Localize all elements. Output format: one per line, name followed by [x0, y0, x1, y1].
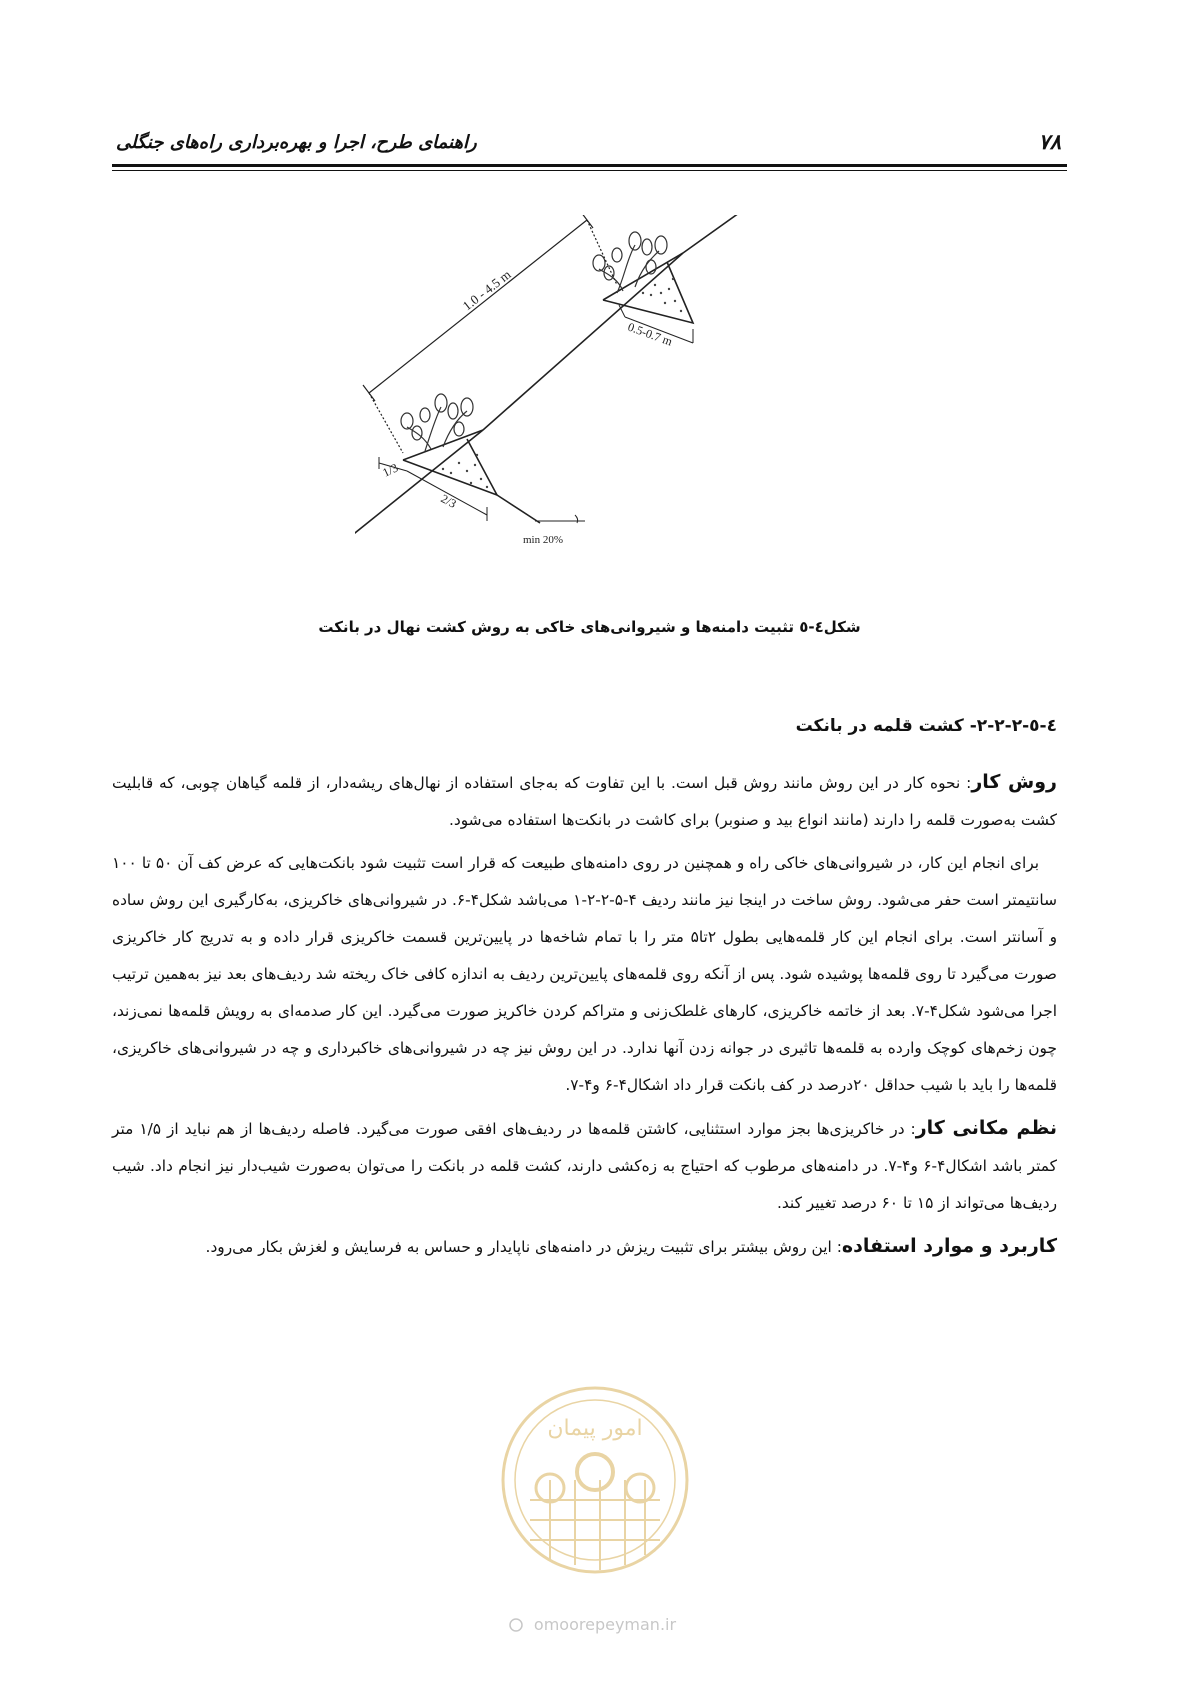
plant-lower — [401, 394, 473, 451]
slope-line-bottom — [497, 495, 540, 523]
label-two-thirds: 2/3 — [438, 491, 459, 511]
term-method: روش کار — [971, 771, 1057, 793]
slope-line-lower — [355, 430, 483, 545]
watermark-logo — [490, 1380, 700, 1645]
label-one-third: 1/3 — [380, 460, 401, 480]
fill-wedge-lower — [403, 439, 497, 495]
section-heading: ٤-٥-٢-٢-٢- کشت قلمه در بانکت — [795, 716, 1057, 736]
watermark-logo-text: امور پیمان — [547, 1416, 643, 1441]
slope-line-upper — [683, 215, 753, 253]
page-number: ۷۸ — [1038, 130, 1061, 154]
page-header — [112, 128, 1067, 160]
term-spatial-order: نظم مکانی کار — [915, 1117, 1057, 1139]
bench-planting-diagram — [355, 215, 835, 595]
watermark-url: omoorepeyman.ir — [533, 1615, 677, 1634]
term-application: کاربرد و موارد استفاده — [841, 1235, 1057, 1257]
body-text — [112, 764, 1057, 1272]
paragraph-spatial-order: نظم مکانی کار: در خاکریزی‌ها بجز موارد استثنایی، کاشتن قلمه‌ها در ردیف‌های افقی صورت می‌گیرد. فاصله ردیف‌ها از هم نباید از ۱/۵ متر کمتر باشد اشکال۴-۶ و۴-۷. در دامنه‌های مرطوب که احتیاج به زه‌کشی دارند، کشت قلمه در بانکت را می‌توان به‌صورت شیب‌دار نیز انجام داد. شیب ردیف‌ها می‌تواند از ۱۵ تا ۶۰ درصد تغییر کند. — [112, 1117, 1058, 1212]
header-rule-thin — [112, 170, 1067, 171]
header-rule-thick — [112, 164, 1067, 167]
label-bench-width: 0.5-0.7 m — [625, 319, 675, 349]
label-slope-distance: 1.0 - 4.5 m — [459, 266, 514, 314]
paragraph-method: روش کار: نحوه کار در این روش مانند روش قبل است. با این تفاوت که به‌جای استفاده از نهال‌های ریشه‌دار، از قلمه گیاهان چوبی، که قابلیت کشت به‌صورت قلمه را دارند (مانند انواع بید و صنوبر) برای کاشت در بانکت‌ها استفاده می‌شود. — [112, 771, 1057, 829]
label-min-slope: min 20% — [523, 534, 564, 546]
paragraph-application: کاربرد و موارد استفاده: این روش بیشتر برای تثبیت ریزش در دامنه‌های ناپایدار و حساس به فرسایش و لغزش بکار می‌رود. — [205, 1235, 1057, 1257]
running-title: راهنمای طرح، اجرا و بهره‌برداری راه‌های جنگلی — [116, 132, 477, 153]
paragraph-procedure: برای انجام این کار، در شیروانی‌های خاکی راه و همچنین در روی دامنه‌های طبیعت که قرار است تثبیت شود بانکت‌هایی که عرض کف آن ۵۰ تا ۱۰۰ سانتیمتر است حفر می‌شود. روش ساخت در اینجا نیز مانند ردیف ۴-۵-۲-۲-۱ می‌باشد شکل۴-۶. در شیروانی‌های خاکریزی، به‌کارگیری این روش ساده و آسانتر است. برای انجام این کار قلمه‌هایی بطول ۲تا۵ متر را با تمام شاخه‌ها در پایین‌ترین قسمت خاکریزی قرار داده و به تدریج کار خاکریزی صورت می‌گیرد تا روی قلمه‌ها پوشیده شود. پس از آنکه روی قلمه‌های پایین‌ترین ردیف به اندازه کافی خاک ریخته شد ردیف‌های بعد نیز به‌همین ترتیب اجرا می‌شود شکل۴-۷. بعد از خاتمه خاکریزی، کارهای غلطک‌زنی و متراکم کردن خاکریز صورت می‌گیرد. این کار صدمه‌ای به رویش قلمه‌ها نمی‌زند، چون زخم‌های کوچک وارده به قلمه‌ها تاثیری در جوانه زدن آنها ندارد. در این روش نیز چه در شیروانی‌های خاکبرداری و چه در شیروانی‌های خاکریزی، قلمه‌ها را باید با شیب حداقل ۲۰درصد در کف بانکت قرار داد اشکال۴-۶ و۴-۷. — [112, 854, 1057, 1094]
copyright-icon — [510, 1619, 522, 1631]
figure-caption: شکل٤-٥ تثبیت دامنه‌ها و شیروانی‌های خاکی به روش کشت نهال در بانکت — [318, 618, 861, 636]
